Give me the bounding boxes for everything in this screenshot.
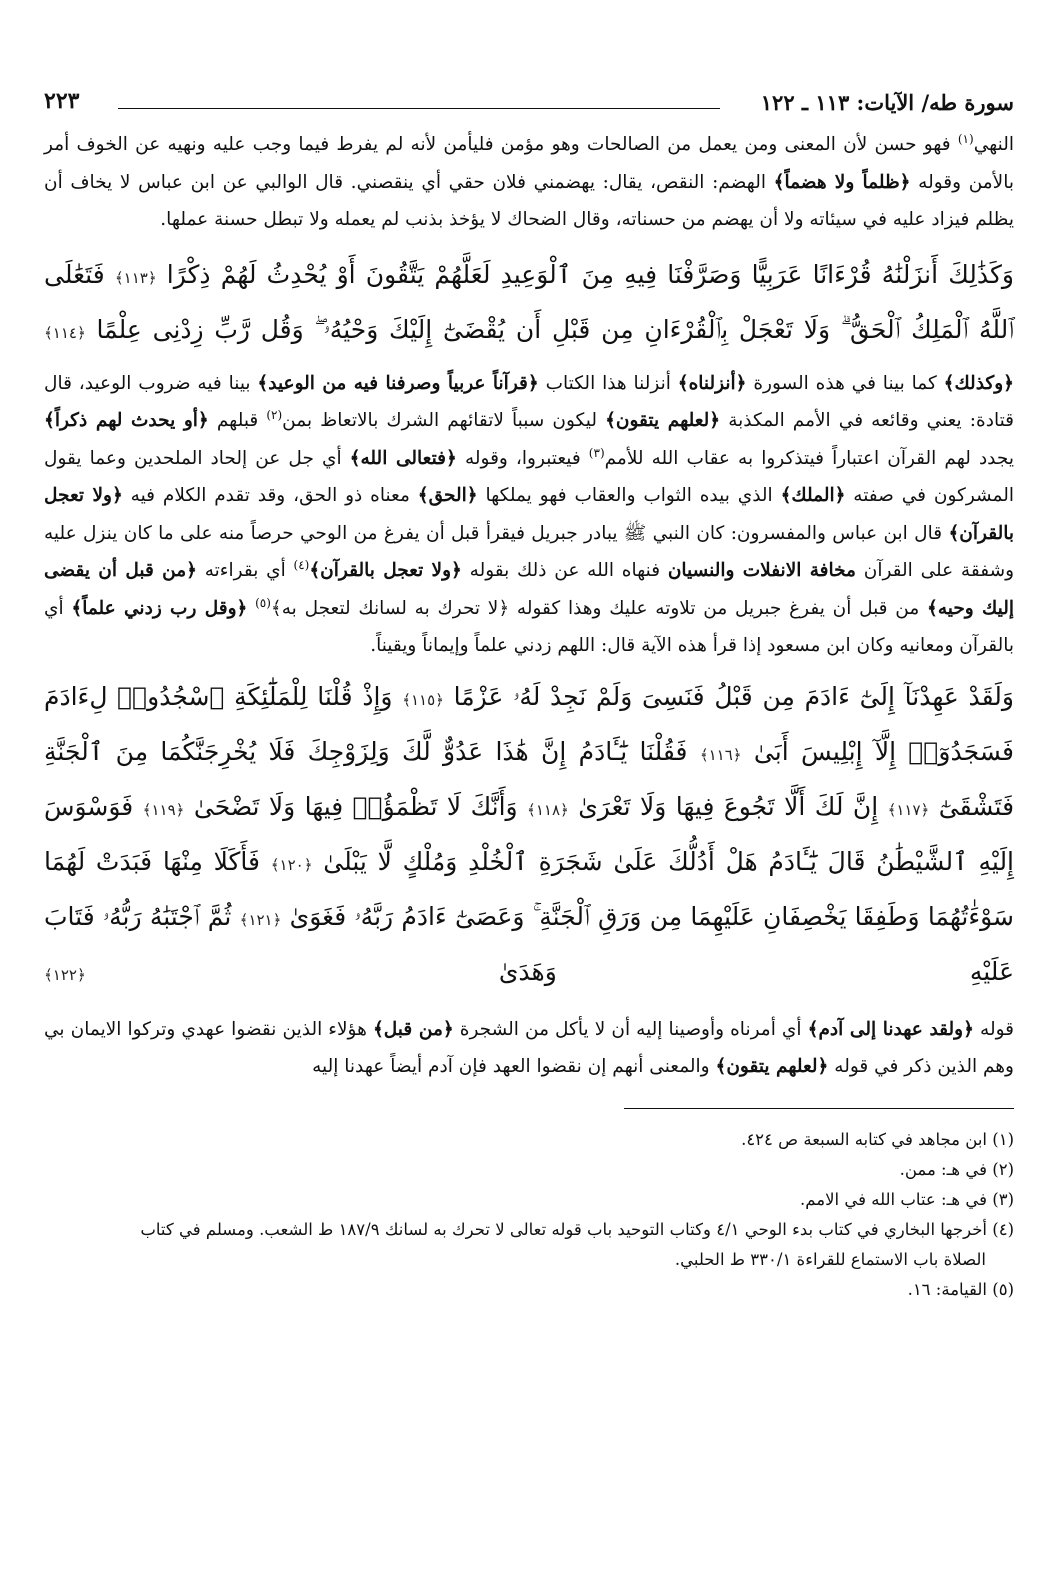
text: ليكون سبباً لاتقائهم الشرك بالاتعاظ بمن [282, 410, 606, 431]
verse-120: فَوَسْوَسَ إِلَيْهِ ٱلشَّيْطَٰنُ قَالَ يَٰٓـَٔادَمُ هَلْ أَدُلُّكَ عَلَىٰ شَجَرَةِ ٱلْخُلْدِ وَمُلْكٍ لَّا يَبْلَىٰ [44, 791, 1015, 876]
text: والمعنى أنهم إن نقضوا العهد فإن آدم أيضاً عهدنا إليه [312, 1056, 716, 1077]
quran-verses-113-114 [44, 249, 1014, 359]
footnote-ref-2: (٢) [266, 407, 283, 422]
footnote-ref-5: (٥) [255, 595, 271, 610]
verse-number-122: ﴿١٢٢﴾ [44, 965, 86, 984]
text: قال ابن عباس والمفسرون: كان النبي ﷺ يبادر جبريل فيقرأ قبل أن يفرغ من الوحي حرصاً منه على ما كان ينزل عليه وشفقة على القرآن [44, 522, 1015, 581]
footnote-separator [624, 1108, 1014, 1109]
footnote-5: (٥) القيامة: ١٦. [907, 1279, 1014, 1299]
verse-113: وَكَذَٰلِكَ أَنزَلْنَٰهُ قُرْءَانًا عَرَبِيًّا وَصَرَّفْنَا فِيهِ مِنَ ٱلْوَعِيدِ لَعَلَّهُمْ يَتَّقُونَ أَوْ يُحْدِثُ لَهُمْ ذِكْرًا [166, 259, 1014, 289]
footnote-3: (٣) في هـ: عتاب الله في الامم. [800, 1189, 1014, 1209]
verse-number-114: ﴿١١٤﴾ [44, 323, 86, 342]
text: النهي [973, 134, 1014, 155]
quoted-phrase: ﴿لعلهم يتقون﴾ [715, 1056, 829, 1077]
text: يجدد لهم القرآن اعتباراً فيتذكروا به عقاب الله للأمم [604, 447, 1014, 469]
book-page [44, 82, 1014, 1305]
text: هؤلاء الذين نقضوا عهدي وتركوا الايمان بي وهم الذين ذكر في قوله [44, 1018, 1014, 1077]
text: بينا فيه ضروب الوعيد، قال قتادة: يعني وقائعه في الأمم المكذبة [44, 372, 1015, 431]
footnote-2: (٢) في هـ: ممن. [899, 1159, 1014, 1179]
verse-number-116: ﴿١١٦﴾ [699, 745, 742, 764]
text: أي أمرناه وأوصينا إليه أن لا يأكل من الشجرة [453, 1018, 808, 1040]
verse-number-113: ﴿١١٣﴾ [114, 268, 157, 287]
text: فهو حسن لأن المعنى ومن يعمل من الصالحات وهو مؤمن فليأمن لأنه لم يفرط فيما وجب عليه ونهيه عن الخوف أمر بالأمن وقوله [44, 134, 1015, 193]
text: كما بينا في هذه السورة [746, 372, 944, 394]
commentary-paragraph-2 [44, 365, 1014, 665]
quoted-phrase: ﴿أنزلناه﴾ [677, 372, 747, 394]
quoted-phrase: ﴿لعلهم يتقون﴾ [605, 410, 721, 431]
verse-number-121: ﴿١٢١﴾ [239, 910, 282, 929]
verse-116: وَإِذْ قُلْنَا لِلْمَلَٰٓئِكَةِ ٱسْجُدُوا۟ لِءَادَمَ فَسَجَدُوٓا۟ إِلَّآ إِبْلِيسَ أَبَىٰ [44, 681, 1014, 766]
page-header [44, 82, 1014, 126]
quoted-phrase: ﴿الحق﴾ [417, 485, 478, 506]
verse-121: فَأَكَلَا مِنْهَا فَبَدَتْ لَهُمَا سَوْءَٰتُهُمَا وَطَفِقَا يَخْصِفَانِ عَلَيْهِمَا مِن وَرَقِ ٱلْجَنَّةِ ۚ وَعَصَىٰٓ ءَادَمُ رَبَّهُۥ فَغَوَىٰ [44, 846, 1014, 931]
footnote-ref-4: (٤) [293, 557, 310, 572]
footnotes [44, 1125, 1014, 1305]
verse-122: ثُمَّ ٱجْتَبَٰهُ رَبُّهُۥ فَتَابَ عَلَيْهِ وَهَدَىٰ [44, 901, 1014, 986]
quoted-phrase: ﴿وقل رب زدني علماً﴾ [71, 597, 248, 619]
quoted-phrase: ﴿ظلماً ولا هضماً﴾ [773, 171, 911, 193]
running-title: سورة طه/ الآيات: ١١٣ ـ ١٢٢ [760, 90, 1014, 115]
verse-number-119: ﴿١١٩﴾ [142, 800, 185, 819]
quoted-phrase: ﴿فتعالى الله﴾ [349, 447, 457, 469]
quoted-phrase: ﴿من قبل﴾ [372, 1018, 454, 1040]
verse-number-115: ﴿١١٥﴾ [402, 690, 444, 709]
verse-115: وَلَقَدْ عَهِدْنَآ إِلَىٰٓ ءَادَمَ مِن قَبْلُ فَنَسِىَ وَلَمْ نَجِدْ لَهُۥ عَزْمًا [453, 681, 1014, 711]
text: الهضم: النقص، يقال: يهضمني فلان حقي أي ينقصني. قال الوالبي عن ابن عباس لا يخاف أن يظلم فيزاد عليه في سيئاته ولا أن يهضم من حسناته، وقال الضحاك لا يؤخذ بذنب لم يعمله ولا تبطل حسنة عملها. [44, 171, 1014, 230]
quoted-phrase: ﴿الملك﴾ [780, 485, 846, 506]
text: أنزلنا هذا الكتاب [538, 372, 678, 394]
quoted-phrase: ﴿من قبل أن يقضى إليك وحيه﴾ [44, 560, 1014, 619]
page-number: ٢٢٣ [44, 88, 80, 114]
bold-phrase: مخافة الانفلات والنسيان [667, 560, 856, 581]
footnote-4-continued: الصلاة باب الاستماع للقراءة ٣٣٠/١ ط الحلبي. [674, 1249, 986, 1269]
verse-119: وَأَنَّكَ لَا تَظْمَؤُا۟ فِيهَا وَلَا تَضْحَىٰ [193, 791, 518, 821]
quoted-phrase: ﴿أو يحدث لهم ذكراً﴾ [44, 410, 209, 431]
text: من قبل أن يفرغ جبريل من تلاوته عليك وهذا كقوله ﴿لا تحرك به لسانك لتعجل به﴾ [270, 597, 927, 619]
quran-verses-115-122 [44, 671, 1014, 1001]
footnote-ref-3: (٣) [588, 445, 605, 460]
verse-number-117: ﴿١١٧﴾ [887, 800, 930, 819]
verse-117: فَقُلْنَا يَٰٓـَٔادَمُ إِنَّ هَٰذَا عَدُوٌّ لَّكَ وَلِزَوْجِكَ فَلَا يُخْرِجَنَّكُمَا مِنَ ٱلْجَنَّةِ فَتَشْقَىٰٓ [44, 736, 1015, 821]
footnote-1: (١) ابن مجاهد في كتابه السبعة ص ٤٢٤. [741, 1129, 1014, 1149]
verse-118: إِنَّ لَكَ أَلَّا تَجُوعَ فِيهَا وَلَا تَعْرَىٰ [578, 791, 879, 821]
quoted-phrase: ﴿ولا تعجل بالقرآن﴾ [44, 485, 1014, 544]
text: قوله [973, 1018, 1014, 1040]
verse-number-120: ﴿١٢٠﴾ [270, 855, 313, 874]
text: الذي بيده الثواب والعقاب فهو يملكها [477, 485, 781, 506]
quoted-phrase: ﴿ولقد عهدنا إلى آدم﴾ [807, 1018, 974, 1040]
text: أي بقراءته [196, 560, 294, 581]
text: فنهاه الله عن ذلك بقوله [461, 560, 668, 581]
text: معناه ذو الحق، وقد تقدم الكلام فيه [122, 485, 418, 506]
commentary-paragraph-1 [44, 126, 1014, 239]
quoted-phrase: ﴿ولا تعجل بالقرآن﴾ [309, 560, 462, 581]
commentary-paragraph-3 [44, 1011, 1014, 1086]
quoted-phrase: ﴿قرآناً عربياً وصرفنا فيه من الوعيد﴾ [257, 372, 539, 394]
text: أي جل عن إلحاد الملحدين وعما يقول المشركون في صفته [44, 447, 1015, 506]
verse-number-118: ﴿١١٨﴾ [527, 800, 569, 819]
quoted-phrase: ﴿وكذلك﴾ [943, 372, 1014, 394]
text: قبلهم [208, 410, 267, 431]
footnote-4: (٤) أخرجها البخاري في كتاب بدء الوحي ٤/١ وكتاب التوحيد باب قوله تعالى لا تحرك به لسانك ١٨٧/٩ ط الشعب. ومسلم في كتاب [140, 1219, 1014, 1239]
verse-114: فَتَعَٰلَى ٱللَّهُ ٱلْمَلِكُ ٱلْحَقُّ ۗ وَلَا تَعْجَلْ بِٱلْقُرْءَانِ مِن قَبْلِ أَن يُقْضَىٰٓ إِلَيْكَ وَحْيُهُۥ ۖ وَقُل رَّبِّ زِدْنِى عِلْمًا [44, 259, 1015, 344]
header-rule [118, 108, 720, 109]
text [247, 598, 255, 619]
text: فيعتبروا، وقوله [456, 447, 589, 469]
text: أي بالقرآن ومعانيه وكان ابن مسعود إذا قرأ هذه الآية قال: اللهم زدني علماً وإيماناً ويقيناً. [44, 597, 1014, 656]
footnote-ref-1: (١) [957, 131, 974, 146]
